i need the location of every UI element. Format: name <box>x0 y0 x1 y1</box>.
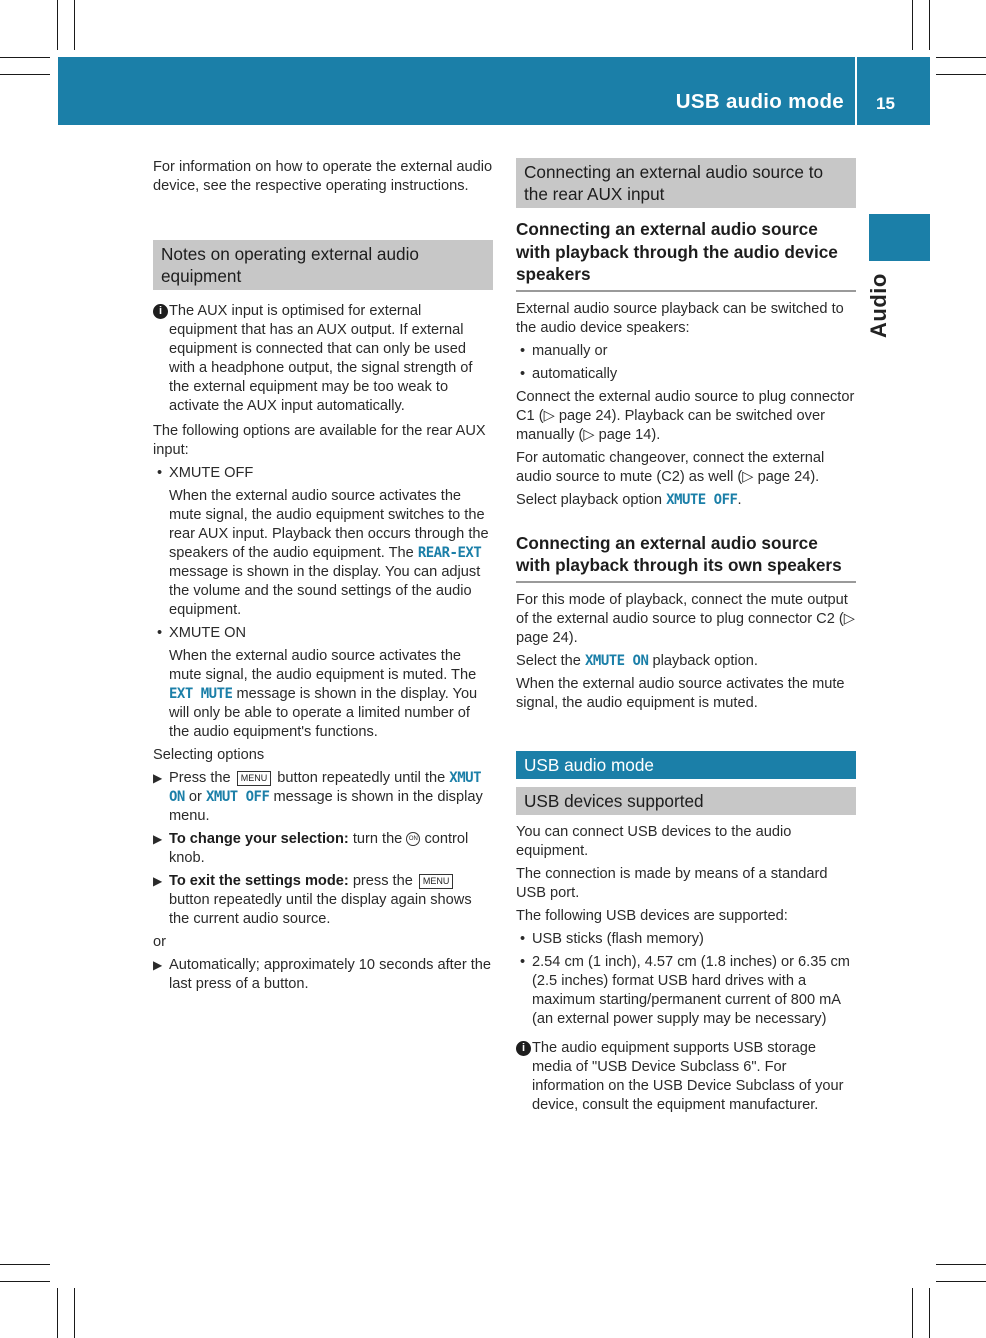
info-icon: i <box>516 1041 531 1056</box>
step-item <box>153 830 493 868</box>
left-column <box>153 158 493 998</box>
info-note <box>153 302 493 416</box>
crop-mark <box>74 1288 75 1338</box>
paragraph: Connect the external audio source to plug connector C1 (▷ page 24). Playback can be switched over manually (▷ page 14). <box>516 388 855 443</box>
display-message: XMUTE ON <box>584 652 649 669</box>
paragraph: The connection is made by means of a standard USB port. <box>516 865 828 901</box>
crop-mark <box>57 0 58 50</box>
paragraph-text: Select the <box>516 652 581 669</box>
display-message: XMUT ON <box>169 770 482 805</box>
paragraph-text: Select playback option <box>516 491 663 508</box>
crop-mark <box>912 1288 913 1338</box>
option-description <box>169 487 493 620</box>
step-text: press the <box>352 873 413 889</box>
option-text: When the external audio source activates the mute signal, the audio equipment switches to the rear AUX input. Playback then occurs through the speakers of the audio equipment. The <box>169 488 489 561</box>
option-label: XMUTE ON <box>169 625 247 641</box>
crop-mark <box>74 0 75 50</box>
paragraph-text: playback option. <box>652 652 758 669</box>
option-label: XMUTE OFF <box>169 465 254 481</box>
crop-mark <box>936 1281 986 1282</box>
options-intro: The following options are available for the rear AUX input: <box>153 423 486 458</box>
header-divider <box>855 57 857 125</box>
list-item <box>153 464 493 620</box>
menu-button-icon: MENU <box>419 874 454 889</box>
control-knob-icon: ON <box>406 832 420 846</box>
display-message: REAR-EXT <box>417 545 482 561</box>
step-item <box>153 872 493 929</box>
right-column <box>516 158 856 1121</box>
usb-devices-heading: USB devices supported <box>516 787 856 815</box>
option-text: message is shown in the display. You will only be able to operate a limited number of the audio equipment's functions. <box>169 686 478 740</box>
paragraph: You can connect USB devices to the audio equipment. <box>516 823 792 859</box>
step-item <box>153 769 493 826</box>
intro-text: For information on how to operate the external audio device, see the respective operating instructions. <box>153 159 493 194</box>
option-text: message is shown in the display. You can adjust the volume and the sound settings of the audio equipment. <box>169 564 481 618</box>
paragraph: The following USB devices are supported: <box>516 907 788 924</box>
crop-mark <box>0 74 50 75</box>
crop-mark <box>57 1288 58 1338</box>
option-description <box>169 647 493 742</box>
step-text: message is shown in the display menu. <box>169 789 483 824</box>
section-heading: Connecting an external audio source with playback through its own speakers <box>516 532 856 583</box>
crop-mark <box>936 1264 986 1265</box>
step-text: button repeatedly until the <box>277 770 446 786</box>
step-text: control knob. <box>169 831 469 866</box>
info-text: The audio equipment supports USB storage media of "USB Device Subclass 6". For information on the USB Device Subclass of your device, consult the equipment manufacturer. <box>532 1039 844 1113</box>
crop-mark <box>936 57 986 58</box>
chapter-tab <box>869 214 930 261</box>
arrow-right-icon: ▶ <box>153 874 163 888</box>
arrow-right-icon: ▶ <box>153 832 163 846</box>
list-item: • automatically <box>516 365 856 384</box>
display-message: EXT MUTE <box>169 686 233 702</box>
crop-mark <box>936 74 986 75</box>
display-message: XMUT OFF <box>205 789 270 805</box>
step-item <box>153 956 493 994</box>
info-note <box>516 1039 856 1115</box>
page-title: USB audio mode <box>675 90 844 113</box>
list-item: • manually or <box>516 342 856 361</box>
usb-section-heading: USB audio mode <box>516 751 856 779</box>
crop-mark <box>0 57 50 58</box>
arrow-right-icon: ▶ <box>153 771 163 785</box>
step-bold: To exit the settings mode: <box>169 873 349 889</box>
paragraph: External audio source playback can be switched to the audio device speakers: <box>516 300 844 336</box>
info-icon: i <box>153 304 168 319</box>
menu-button-icon: MENU <box>237 771 272 786</box>
paragraph: For this mode of playback, connect the mute output of the external audio source to plug connector C2 (▷ page 24). <box>516 591 855 646</box>
page-number: 15 <box>876 94 895 113</box>
step-text: button repeatedly until the display again shows the current audio source. <box>169 892 472 927</box>
or-label: or <box>153 934 166 950</box>
crop-mark <box>929 0 930 50</box>
crop-mark <box>0 1264 50 1265</box>
notes-heading: Notes on operating external audio equipment <box>153 240 493 290</box>
arrow-right-icon: ▶ <box>153 958 163 972</box>
selecting-options-label: Selecting options <box>153 747 265 763</box>
crop-mark <box>929 1288 930 1338</box>
step-text: turn the <box>352 831 403 847</box>
paragraph <box>516 652 856 671</box>
option-text: When the external audio source activates the mute signal, the audio equipment is muted. The <box>169 648 477 683</box>
paragraph <box>516 491 856 510</box>
crop-mark <box>912 0 913 50</box>
display-message: XMUTE OFF <box>666 491 738 508</box>
paragraph: For automatic changeover, connect the external audio source to mute (C2) as well (▷ page 24). <box>516 449 825 485</box>
list-item: • USB sticks (flash memory) <box>516 930 856 949</box>
step-text: or <box>188 789 202 805</box>
step-text: Press the <box>169 770 231 786</box>
list-item <box>153 624 493 742</box>
list-item: • 2.54 cm (1 inch), 4.57 cm (1.8 inches) or 6.35 cm (2.5 inches) format USB hard drives with a maximum starting/permanent current of 800 mA (an external power supply may be necessary) <box>516 953 856 1029</box>
info-text: The AUX input is optimised for external equipment that has an AUX output. If external equipment is connected that can only be used with a headphone output, the signal strength of the external equipment may be too weak to activate the AUX input automatically. <box>169 303 473 414</box>
rear-aux-heading: Connecting an external audio source to the rear AUX input <box>516 158 856 208</box>
chapter-label: Audio <box>866 273 891 338</box>
paragraph-text: . <box>737 491 742 508</box>
paragraph: When the external audio source activates the mute signal, the audio equipment is muted. <box>516 675 845 711</box>
step-bold: To change your selection: <box>169 831 349 847</box>
section-heading: Connecting an external audio source with playback through the audio device speakers <box>516 218 856 292</box>
crop-mark <box>0 1281 50 1282</box>
step-text: Automatically; approximately 10 seconds after the last press of a button. <box>169 957 492 992</box>
